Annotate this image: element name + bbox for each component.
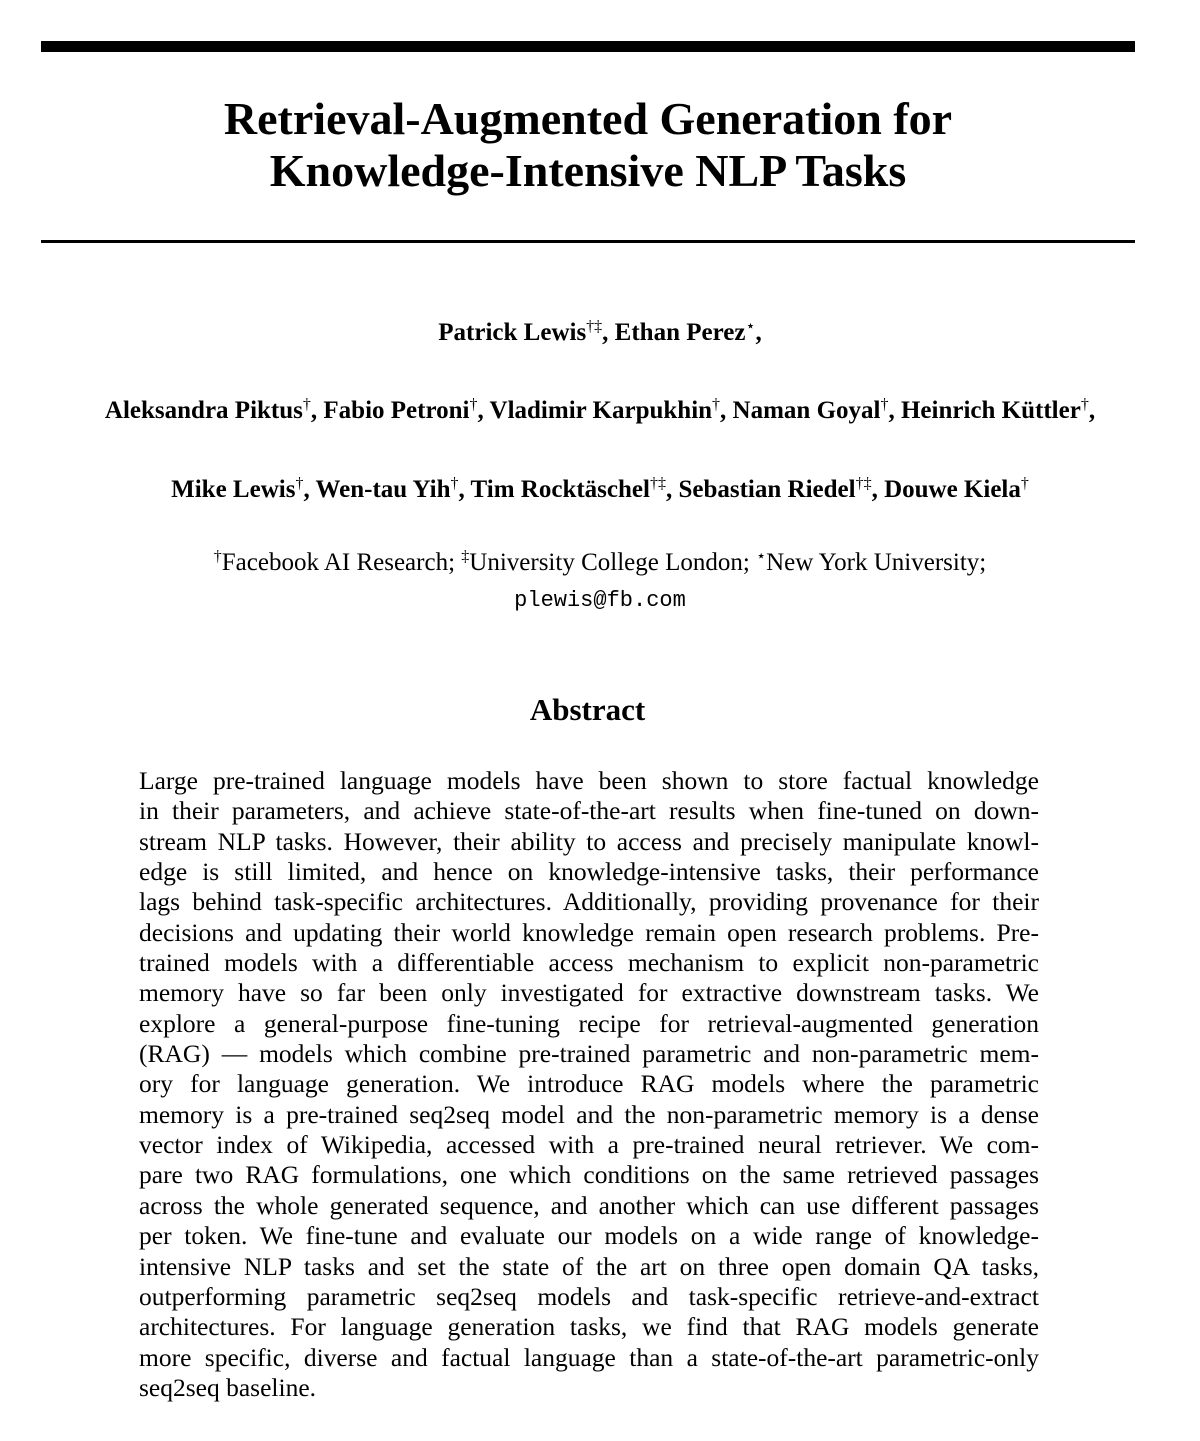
author-separator: , bbox=[665, 476, 673, 503]
author-marks: †‡ bbox=[649, 475, 666, 492]
author bbox=[105, 397, 317, 424]
author-separator: , bbox=[755, 319, 762, 346]
author-marks: †‡ bbox=[586, 318, 603, 335]
contact-email: plewis@fb.com bbox=[514, 588, 686, 613]
author-separator: , bbox=[871, 476, 878, 503]
author-marks: † bbox=[295, 475, 304, 492]
abstract-line: more specific, diverse and factual language than a state-of-the-art parametric-only bbox=[139, 1342, 1039, 1372]
author-name: Mike Lewis bbox=[171, 476, 296, 503]
abstract-line: memory is a pre-trained seq2seq model and the non-parametric memory is a dense bbox=[139, 1099, 1039, 1129]
author-row-3 bbox=[0, 475, 1200, 505]
author-separator: , bbox=[477, 397, 484, 424]
author-name: Sebastian Riedel bbox=[678, 476, 856, 503]
abstract-line: lags behind task-specific architectures. Additionally, providing provenance for their bbox=[139, 887, 1039, 917]
affiliation-mark: † bbox=[213, 548, 222, 565]
author-separator: , bbox=[602, 319, 609, 346]
author-marks: † bbox=[880, 396, 889, 413]
author bbox=[678, 476, 877, 503]
abstract-line: seq2seq baseline. bbox=[139, 1372, 317, 1402]
author-name: Patrick Lewis bbox=[438, 319, 587, 346]
author bbox=[323, 397, 483, 424]
author-row-2 bbox=[0, 396, 1200, 426]
affiliation-text: New York University; bbox=[766, 549, 987, 576]
author-separator: , bbox=[458, 476, 465, 503]
affiliation-mark: ⋆ bbox=[756, 548, 767, 565]
author-marks: † bbox=[450, 475, 459, 492]
abstract-line: trained models with a differentiable access mechanism to explicit non-parametric bbox=[139, 948, 1039, 978]
author bbox=[901, 397, 1095, 424]
author bbox=[490, 397, 727, 424]
title-line-1: Retrieval-Augmented Generation for bbox=[223, 93, 953, 144]
author-marks: † bbox=[712, 396, 721, 413]
author-marks: † bbox=[469, 396, 478, 413]
abstract-line: stream NLP tasks. However, their ability to access and precisely manipulate knowl- bbox=[139, 826, 1039, 856]
abstract-line: per token. We fine-tune and evaluate our models on a wide range of knowledge- bbox=[139, 1221, 1039, 1251]
author-name: Aleksandra Piktus bbox=[104, 397, 303, 424]
abstract-body bbox=[139, 766, 1039, 1403]
affiliation-mark: ‡ bbox=[461, 548, 470, 565]
author-marks: †‡ bbox=[855, 475, 872, 492]
abstract-line: architectures. For language generation tasks, we find that RAG models generate bbox=[139, 1312, 1039, 1342]
author-marks: † bbox=[302, 396, 311, 413]
author-name: Naman Goyal bbox=[732, 397, 881, 424]
author-name: Tim Rocktäschel bbox=[470, 476, 650, 503]
abstract-line: ory for language generation. We introduce RAG models where the parametric bbox=[139, 1069, 1039, 1099]
abstract-line: pare two RAG formulations, one which conditions on the same retrieved passages bbox=[139, 1160, 1039, 1190]
top-rule bbox=[41, 41, 1135, 52]
title-bottom-rule bbox=[41, 240, 1135, 243]
author bbox=[884, 476, 1029, 503]
author-name: Vladimir Karpukhin bbox=[489, 397, 713, 424]
author-separator: , bbox=[310, 397, 318, 424]
author bbox=[316, 476, 465, 503]
author bbox=[471, 476, 673, 503]
abstract-line: edge is still limited, and hence on knowledge-intensive tasks, their performance bbox=[139, 857, 1039, 887]
author-name: Ethan Perez bbox=[614, 319, 746, 346]
author-marks: † bbox=[1080, 396, 1089, 413]
abstract-line: Large pre-trained language models have been shown to store factual knowledge bbox=[139, 766, 1039, 795]
author bbox=[733, 397, 895, 424]
author-marks: ⋆ bbox=[745, 318, 756, 335]
author-marks: † bbox=[1020, 475, 1029, 492]
paper-title bbox=[41, 93, 1135, 197]
abstract-line: (RAG) — models which combine pre-trained parametric and non-parametric mem- bbox=[139, 1039, 1039, 1069]
author-separator: , bbox=[1088, 397, 1096, 424]
author-name: Heinrich Küttler bbox=[900, 397, 1081, 424]
author-separator: , bbox=[720, 397, 727, 424]
abstract-line: across the whole generated sequence, and another which can use different passages bbox=[139, 1190, 1039, 1220]
author-name: Douwe Kiela bbox=[884, 476, 1021, 503]
affiliations bbox=[0, 548, 1200, 578]
abstract-heading: Abstract bbox=[529, 692, 646, 727]
author bbox=[171, 476, 310, 503]
affiliation-text: Facebook AI Research; bbox=[221, 549, 456, 576]
author bbox=[438, 319, 608, 346]
author-name: Fabio Petroni bbox=[323, 397, 470, 424]
abstract-line: explore a general-purpose fine-tuning recipe for retrieval-augmented generation bbox=[139, 1008, 1039, 1038]
abstract-line: intensive NLP tasks and set the state of the art on three open domain QA tasks, bbox=[139, 1251, 1039, 1281]
abstract-line: in their parameters, and achieve state-of-the-art results when fine-tuned on down- bbox=[139, 796, 1039, 826]
abstract-line: vector index of Wikipedia, accessed with a pre-trained neural retriever. We com- bbox=[139, 1130, 1039, 1160]
abstract-line: outperforming parametric seq2seq models and task-specific retrieve-and-extract bbox=[139, 1281, 1039, 1311]
abstract-line: memory have so far been only investigated for extractive downstream tasks. We bbox=[139, 978, 1039, 1008]
abstract-line: decisions and updating their world knowledge remain open research problems. Pre- bbox=[139, 917, 1039, 947]
author-separator: , bbox=[888, 397, 895, 424]
author bbox=[615, 319, 762, 346]
affiliation-text: University College London; bbox=[469, 549, 750, 576]
author-row-1 bbox=[0, 318, 1200, 348]
title-line-2: Knowledge-Intensive NLP Tasks bbox=[269, 145, 907, 196]
author-name: Wen-tau Yih bbox=[315, 476, 451, 503]
author-separator: , bbox=[303, 476, 310, 503]
